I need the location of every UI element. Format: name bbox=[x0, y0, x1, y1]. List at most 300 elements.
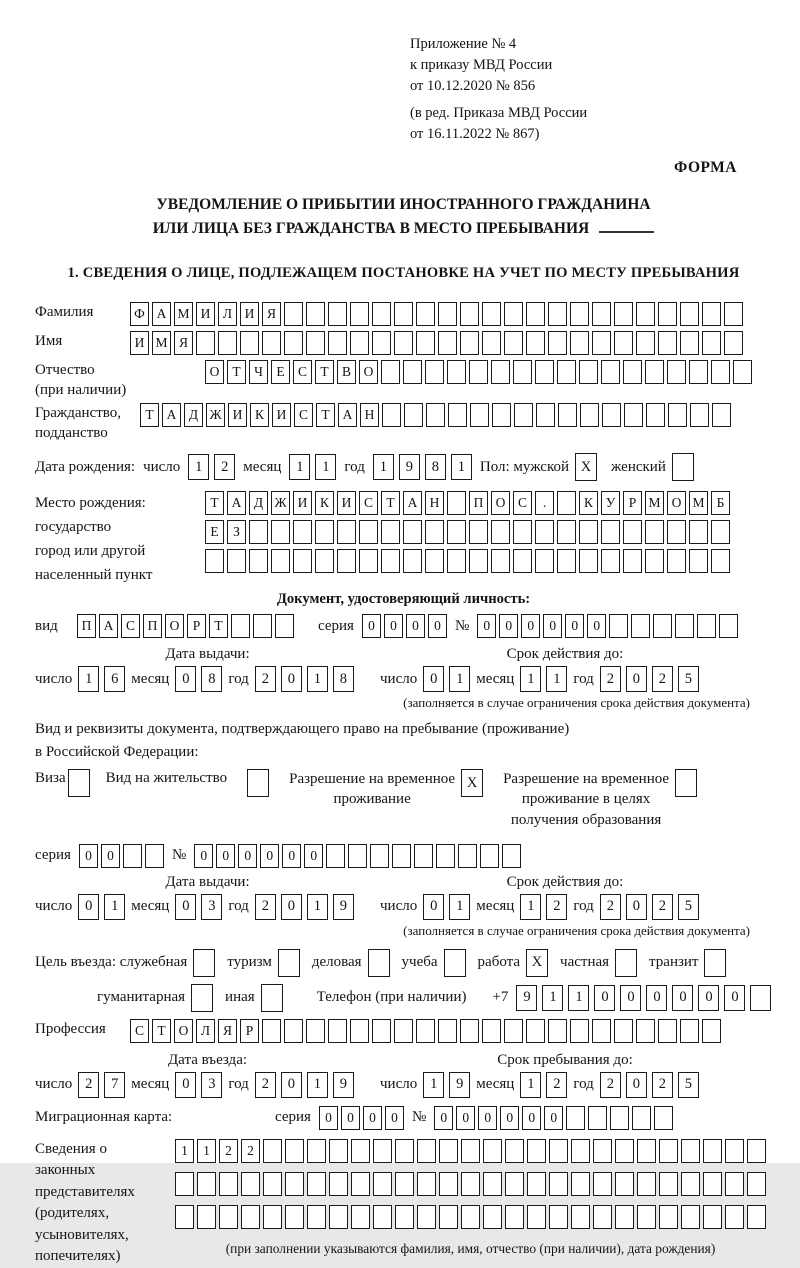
char-cell[interactable] bbox=[689, 549, 708, 573]
char-cell[interactable] bbox=[348, 844, 367, 868]
char-cell[interactable]: П bbox=[143, 614, 162, 638]
char-cell[interactable]: 0 bbox=[499, 614, 518, 638]
char-cell[interactable] bbox=[285, 1205, 304, 1229]
char-cell[interactable]: 0 bbox=[175, 1072, 196, 1098]
char-cell[interactable]: 1 bbox=[104, 894, 125, 920]
char-cell[interactable] bbox=[461, 1139, 480, 1163]
char-cell[interactable] bbox=[570, 302, 589, 326]
char-cell[interactable]: 0 bbox=[543, 614, 562, 638]
char-cell[interactable]: 3 bbox=[201, 894, 222, 920]
char-cell[interactable]: 5 bbox=[678, 1072, 699, 1098]
char-cell[interactable] bbox=[659, 1139, 678, 1163]
char-cell[interactable] bbox=[447, 491, 466, 515]
char-cell[interactable] bbox=[426, 403, 445, 427]
char-cell[interactable]: 0 bbox=[434, 1106, 453, 1130]
char-cell[interactable]: 2 bbox=[214, 454, 235, 480]
char-cell[interactable] bbox=[593, 1172, 612, 1196]
char-cell[interactable]: И bbox=[196, 302, 215, 326]
char-cell[interactable] bbox=[227, 549, 246, 573]
char-cell[interactable]: Д bbox=[184, 403, 203, 427]
char-cell[interactable] bbox=[284, 1019, 303, 1043]
char-cell[interactable]: З bbox=[227, 520, 246, 544]
char-cell[interactable]: 0 bbox=[478, 1106, 497, 1130]
char-cell[interactable] bbox=[306, 1019, 325, 1043]
char-cell[interactable] bbox=[658, 1019, 677, 1043]
char-cell[interactable]: 0 bbox=[620, 985, 641, 1011]
char-cell[interactable]: Т bbox=[205, 491, 224, 515]
char-cell[interactable] bbox=[645, 549, 664, 573]
char-cell[interactable]: Н bbox=[360, 403, 379, 427]
char-cell[interactable]: К bbox=[250, 403, 269, 427]
char-cell[interactable]: 1 bbox=[568, 985, 589, 1011]
char-cell[interactable] bbox=[593, 1205, 612, 1229]
char-cell[interactable] bbox=[482, 302, 501, 326]
char-cell[interactable]: 0 bbox=[522, 1106, 541, 1130]
char-cell[interactable]: 0 bbox=[626, 666, 647, 692]
char-cell[interactable] bbox=[615, 1172, 634, 1196]
char-cell[interactable] bbox=[725, 1205, 744, 1229]
char-cell[interactable]: С bbox=[294, 403, 313, 427]
char-cell[interactable] bbox=[307, 1139, 326, 1163]
char-cell[interactable]: 2 bbox=[546, 894, 567, 920]
char-cell[interactable] bbox=[359, 549, 378, 573]
char-cell[interactable] bbox=[372, 1019, 391, 1043]
char-cell[interactable] bbox=[351, 1205, 370, 1229]
char-cell[interactable] bbox=[505, 1205, 524, 1229]
char-cell[interactable] bbox=[645, 360, 664, 384]
char-cell[interactable] bbox=[350, 1019, 369, 1043]
char-cell[interactable]: 9 bbox=[449, 1072, 470, 1098]
char-cell[interactable]: 5 bbox=[678, 894, 699, 920]
sex-male-checkbox[interactable]: X bbox=[575, 453, 597, 481]
char-cell[interactable] bbox=[535, 360, 554, 384]
char-cell[interactable] bbox=[558, 403, 577, 427]
char-cell[interactable]: О bbox=[165, 614, 184, 638]
char-cell[interactable]: 1 bbox=[315, 454, 336, 480]
char-cell[interactable]: 0 bbox=[500, 1106, 519, 1130]
char-cell[interactable] bbox=[293, 549, 312, 573]
char-cell[interactable] bbox=[505, 1172, 524, 1196]
char-cell[interactable] bbox=[307, 1205, 326, 1229]
char-cell[interactable] bbox=[571, 1139, 590, 1163]
purpose-transit-checkbox[interactable] bbox=[704, 949, 726, 977]
char-cell[interactable]: А bbox=[162, 403, 181, 427]
char-cell[interactable] bbox=[350, 302, 369, 326]
char-cell[interactable] bbox=[535, 520, 554, 544]
char-cell[interactable]: Т bbox=[209, 614, 228, 638]
char-cell[interactable] bbox=[645, 520, 664, 544]
char-cell[interactable] bbox=[271, 549, 290, 573]
char-cell[interactable] bbox=[615, 1139, 634, 1163]
char-cell[interactable] bbox=[747, 1139, 766, 1163]
char-cell[interactable] bbox=[548, 302, 567, 326]
char-cell[interactable]: 0 bbox=[281, 894, 302, 920]
char-cell[interactable]: Ж bbox=[271, 491, 290, 515]
char-cell[interactable]: 0 bbox=[194, 844, 213, 868]
char-cell[interactable] bbox=[306, 331, 325, 355]
char-cell[interactable] bbox=[307, 1172, 326, 1196]
purpose-tourism-checkbox[interactable] bbox=[278, 949, 300, 977]
char-cell[interactable]: 9 bbox=[333, 894, 354, 920]
char-cell[interactable]: 1 bbox=[449, 666, 470, 692]
char-cell[interactable]: 1 bbox=[542, 985, 563, 1011]
char-cell[interactable]: К bbox=[579, 491, 598, 515]
char-cell[interactable] bbox=[438, 302, 457, 326]
char-cell[interactable] bbox=[658, 331, 677, 355]
char-cell[interactable] bbox=[580, 403, 599, 427]
char-cell[interactable] bbox=[680, 331, 699, 355]
char-cell[interactable]: Т bbox=[315, 360, 334, 384]
char-cell[interactable] bbox=[658, 302, 677, 326]
char-cell[interactable] bbox=[526, 1019, 545, 1043]
char-cell[interactable] bbox=[502, 844, 521, 868]
char-cell[interactable] bbox=[483, 1205, 502, 1229]
char-cell[interactable]: 0 bbox=[260, 844, 279, 868]
char-cell[interactable]: А bbox=[403, 491, 422, 515]
char-cell[interactable] bbox=[350, 331, 369, 355]
char-cell[interactable] bbox=[394, 1019, 413, 1043]
char-cell[interactable] bbox=[491, 549, 510, 573]
char-cell[interactable] bbox=[373, 1172, 392, 1196]
char-cell[interactable] bbox=[284, 331, 303, 355]
char-cell[interactable] bbox=[425, 520, 444, 544]
char-cell[interactable] bbox=[675, 614, 694, 638]
char-cell[interactable]: 0 bbox=[175, 666, 196, 692]
char-cell[interactable] bbox=[461, 1205, 480, 1229]
char-cell[interactable]: А bbox=[338, 403, 357, 427]
char-cell[interactable] bbox=[205, 549, 224, 573]
char-cell[interactable]: 0 bbox=[672, 985, 693, 1011]
char-cell[interactable]: 0 bbox=[626, 894, 647, 920]
char-cell[interactable] bbox=[527, 1172, 546, 1196]
char-cell[interactable] bbox=[482, 331, 501, 355]
char-cell[interactable]: 0 bbox=[385, 1106, 404, 1130]
char-cell[interactable] bbox=[329, 1172, 348, 1196]
char-cell[interactable] bbox=[689, 360, 708, 384]
char-cell[interactable] bbox=[614, 331, 633, 355]
char-cell[interactable] bbox=[381, 549, 400, 573]
char-cell[interactable]: 0 bbox=[304, 844, 323, 868]
char-cell[interactable]: Н bbox=[425, 491, 444, 515]
char-cell[interactable] bbox=[571, 1205, 590, 1229]
char-cell[interactable] bbox=[351, 1172, 370, 1196]
char-cell[interactable] bbox=[702, 302, 721, 326]
char-cell[interactable] bbox=[416, 331, 435, 355]
char-cell[interactable]: 1 bbox=[307, 894, 328, 920]
char-cell[interactable]: 0 bbox=[423, 666, 444, 692]
char-cell[interactable] bbox=[702, 1019, 721, 1043]
char-cell[interactable]: О bbox=[359, 360, 378, 384]
char-cell[interactable]: 0 bbox=[544, 1106, 563, 1130]
char-cell[interactable] bbox=[571, 1172, 590, 1196]
char-cell[interactable] bbox=[623, 360, 642, 384]
char-cell[interactable] bbox=[623, 549, 642, 573]
char-cell[interactable] bbox=[725, 1172, 744, 1196]
char-cell[interactable] bbox=[680, 302, 699, 326]
char-cell[interactable] bbox=[373, 1139, 392, 1163]
char-cell[interactable] bbox=[725, 1139, 744, 1163]
char-cell[interactable] bbox=[315, 520, 334, 544]
char-cell[interactable] bbox=[231, 614, 250, 638]
char-cell[interactable] bbox=[249, 520, 268, 544]
char-cell[interactable]: Ч bbox=[249, 360, 268, 384]
char-cell[interactable]: С bbox=[130, 1019, 149, 1043]
char-cell[interactable] bbox=[328, 331, 347, 355]
char-cell[interactable] bbox=[667, 549, 686, 573]
temp-permit-checkbox[interactable]: X bbox=[461, 769, 483, 797]
char-cell[interactable]: 0 bbox=[456, 1106, 475, 1130]
char-cell[interactable] bbox=[557, 549, 576, 573]
char-cell[interactable]: 0 bbox=[281, 666, 302, 692]
char-cell[interactable] bbox=[703, 1205, 722, 1229]
char-cell[interactable]: 1 bbox=[451, 454, 472, 480]
char-cell[interactable] bbox=[659, 1172, 678, 1196]
char-cell[interactable] bbox=[601, 520, 620, 544]
char-cell[interactable] bbox=[614, 1019, 633, 1043]
char-cell[interactable] bbox=[447, 360, 466, 384]
char-cell[interactable] bbox=[747, 1205, 766, 1229]
char-cell[interactable]: 2 bbox=[652, 1072, 673, 1098]
char-cell[interactable] bbox=[712, 403, 731, 427]
char-cell[interactable]: 0 bbox=[521, 614, 540, 638]
char-cell[interactable] bbox=[425, 549, 444, 573]
char-cell[interactable]: 2 bbox=[255, 1072, 276, 1098]
char-cell[interactable] bbox=[483, 1139, 502, 1163]
char-cell[interactable] bbox=[249, 549, 268, 573]
char-cell[interactable]: 0 bbox=[363, 1106, 382, 1130]
char-cell[interactable] bbox=[469, 549, 488, 573]
char-cell[interactable] bbox=[504, 331, 523, 355]
char-cell[interactable] bbox=[549, 1172, 568, 1196]
char-cell[interactable] bbox=[469, 520, 488, 544]
char-cell[interactable] bbox=[631, 614, 650, 638]
char-cell[interactable] bbox=[416, 302, 435, 326]
char-cell[interactable]: 8 bbox=[333, 666, 354, 692]
char-cell[interactable] bbox=[557, 360, 576, 384]
char-cell[interactable]: А bbox=[99, 614, 118, 638]
char-cell[interactable]: . bbox=[535, 491, 554, 515]
char-cell[interactable]: П bbox=[469, 491, 488, 515]
char-cell[interactable] bbox=[219, 1205, 238, 1229]
char-cell[interactable]: В bbox=[337, 360, 356, 384]
char-cell[interactable] bbox=[667, 520, 686, 544]
char-cell[interactable] bbox=[395, 1172, 414, 1196]
char-cell[interactable]: 0 bbox=[319, 1106, 338, 1130]
char-cell[interactable]: 1 bbox=[307, 1072, 328, 1098]
char-cell[interactable] bbox=[548, 331, 567, 355]
char-cell[interactable]: 2 bbox=[600, 1072, 621, 1098]
char-cell[interactable] bbox=[614, 302, 633, 326]
char-cell[interactable] bbox=[504, 1019, 523, 1043]
char-cell[interactable] bbox=[588, 1106, 607, 1130]
char-cell[interactable] bbox=[469, 360, 488, 384]
char-cell[interactable] bbox=[439, 1205, 458, 1229]
char-cell[interactable]: Д bbox=[249, 491, 268, 515]
char-cell[interactable]: А bbox=[227, 491, 246, 515]
char-cell[interactable]: Л bbox=[218, 302, 237, 326]
char-cell[interactable] bbox=[436, 844, 455, 868]
char-cell[interactable]: 9 bbox=[399, 454, 420, 480]
char-cell[interactable] bbox=[326, 844, 345, 868]
char-cell[interactable]: М bbox=[645, 491, 664, 515]
char-cell[interactable] bbox=[579, 360, 598, 384]
char-cell[interactable] bbox=[514, 403, 533, 427]
char-cell[interactable] bbox=[724, 331, 743, 355]
char-cell[interactable]: 1 bbox=[78, 666, 99, 692]
char-cell[interactable]: 1 bbox=[289, 454, 310, 480]
char-cell[interactable] bbox=[460, 302, 479, 326]
char-cell[interactable] bbox=[337, 520, 356, 544]
char-cell[interactable] bbox=[145, 844, 164, 868]
char-cell[interactable] bbox=[750, 985, 771, 1011]
char-cell[interactable] bbox=[491, 360, 510, 384]
char-cell[interactable]: 0 bbox=[175, 894, 196, 920]
char-cell[interactable]: 0 bbox=[594, 985, 615, 1011]
char-cell[interactable] bbox=[284, 302, 303, 326]
char-cell[interactable]: С bbox=[293, 360, 312, 384]
char-cell[interactable] bbox=[733, 360, 752, 384]
char-cell[interactable] bbox=[381, 360, 400, 384]
purpose-private-checkbox[interactable] bbox=[615, 949, 637, 977]
char-cell[interactable]: Р bbox=[623, 491, 642, 515]
char-cell[interactable]: С bbox=[121, 614, 140, 638]
char-cell[interactable]: М bbox=[152, 331, 171, 355]
char-cell[interactable] bbox=[702, 331, 721, 355]
char-cell[interactable] bbox=[285, 1172, 304, 1196]
char-cell[interactable] bbox=[689, 520, 708, 544]
char-cell[interactable]: О bbox=[205, 360, 224, 384]
char-cell[interactable] bbox=[483, 1172, 502, 1196]
char-cell[interactable] bbox=[724, 302, 743, 326]
char-cell[interactable] bbox=[395, 1205, 414, 1229]
char-cell[interactable]: Я bbox=[174, 331, 193, 355]
visa-checkbox[interactable] bbox=[68, 769, 90, 797]
char-cell[interactable]: 9 bbox=[516, 985, 537, 1011]
char-cell[interactable] bbox=[123, 844, 142, 868]
char-cell[interactable]: П bbox=[77, 614, 96, 638]
char-cell[interactable]: У bbox=[601, 491, 620, 515]
purpose-humanitarian-checkbox[interactable] bbox=[191, 984, 213, 1012]
char-cell[interactable] bbox=[592, 1019, 611, 1043]
char-cell[interactable] bbox=[570, 331, 589, 355]
char-cell[interactable]: Я bbox=[262, 302, 281, 326]
char-cell[interactable] bbox=[395, 1139, 414, 1163]
char-cell[interactable] bbox=[703, 1139, 722, 1163]
char-cell[interactable] bbox=[527, 1139, 546, 1163]
char-cell[interactable]: 1 bbox=[449, 894, 470, 920]
char-cell[interactable] bbox=[447, 549, 466, 573]
char-cell[interactable] bbox=[482, 1019, 501, 1043]
char-cell[interactable] bbox=[592, 331, 611, 355]
char-cell[interactable] bbox=[637, 1139, 656, 1163]
char-cell[interactable]: 2 bbox=[219, 1139, 238, 1163]
char-cell[interactable] bbox=[404, 403, 423, 427]
char-cell[interactable]: Т bbox=[381, 491, 400, 515]
char-cell[interactable]: М bbox=[689, 491, 708, 515]
purpose-business-checkbox[interactable] bbox=[368, 949, 390, 977]
char-cell[interactable] bbox=[549, 1205, 568, 1229]
char-cell[interactable]: 2 bbox=[546, 1072, 567, 1098]
char-cell[interactable] bbox=[263, 1139, 282, 1163]
char-cell[interactable] bbox=[414, 844, 433, 868]
char-cell[interactable]: И bbox=[272, 403, 291, 427]
char-cell[interactable] bbox=[646, 403, 665, 427]
char-cell[interactable]: Т bbox=[227, 360, 246, 384]
char-cell[interactable]: К bbox=[315, 491, 334, 515]
edu-permit-checkbox[interactable] bbox=[675, 769, 697, 797]
char-cell[interactable] bbox=[351, 1139, 370, 1163]
char-cell[interactable] bbox=[668, 403, 687, 427]
char-cell[interactable]: 0 bbox=[216, 844, 235, 868]
char-cell[interactable] bbox=[535, 549, 554, 573]
char-cell[interactable] bbox=[548, 1019, 567, 1043]
char-cell[interactable]: Ж bbox=[206, 403, 225, 427]
char-cell[interactable] bbox=[491, 520, 510, 544]
char-cell[interactable] bbox=[653, 614, 672, 638]
char-cell[interactable] bbox=[447, 520, 466, 544]
char-cell[interactable] bbox=[549, 1139, 568, 1163]
char-cell[interactable] bbox=[624, 403, 643, 427]
char-cell[interactable] bbox=[637, 1205, 656, 1229]
char-cell[interactable]: 2 bbox=[652, 666, 673, 692]
char-cell[interactable]: 0 bbox=[238, 844, 257, 868]
char-cell[interactable]: 0 bbox=[423, 894, 444, 920]
char-cell[interactable]: И bbox=[240, 302, 259, 326]
char-cell[interactable]: Т bbox=[316, 403, 335, 427]
char-cell[interactable]: 1 bbox=[175, 1139, 194, 1163]
char-cell[interactable] bbox=[219, 1172, 238, 1196]
char-cell[interactable]: 2 bbox=[241, 1139, 260, 1163]
char-cell[interactable]: 6 bbox=[104, 666, 125, 692]
char-cell[interactable] bbox=[513, 549, 532, 573]
char-cell[interactable]: 7 bbox=[104, 1072, 125, 1098]
char-cell[interactable] bbox=[372, 331, 391, 355]
char-cell[interactable] bbox=[425, 360, 444, 384]
char-cell[interactable] bbox=[681, 1172, 700, 1196]
char-cell[interactable]: С bbox=[359, 491, 378, 515]
char-cell[interactable] bbox=[460, 1019, 479, 1043]
char-cell[interactable]: 0 bbox=[428, 614, 447, 638]
char-cell[interactable]: 1 bbox=[373, 454, 394, 480]
char-cell[interactable]: Т bbox=[152, 1019, 171, 1043]
char-cell[interactable]: 5 bbox=[678, 666, 699, 692]
char-cell[interactable]: Е bbox=[205, 520, 224, 544]
char-cell[interactable] bbox=[557, 491, 576, 515]
char-cell[interactable] bbox=[416, 1019, 435, 1043]
char-cell[interactable] bbox=[359, 520, 378, 544]
char-cell[interactable] bbox=[175, 1172, 194, 1196]
char-cell[interactable] bbox=[381, 520, 400, 544]
char-cell[interactable] bbox=[492, 403, 511, 427]
char-cell[interactable] bbox=[403, 360, 422, 384]
char-cell[interactable]: 0 bbox=[341, 1106, 360, 1130]
char-cell[interactable] bbox=[439, 1139, 458, 1163]
char-cell[interactable] bbox=[601, 549, 620, 573]
char-cell[interactable] bbox=[241, 1172, 260, 1196]
purpose-work-checkbox[interactable]: X bbox=[526, 949, 548, 977]
char-cell[interactable] bbox=[636, 302, 655, 326]
char-cell[interactable]: 0 bbox=[406, 614, 425, 638]
char-cell[interactable] bbox=[667, 360, 686, 384]
char-cell[interactable] bbox=[439, 1172, 458, 1196]
char-cell[interactable]: 0 bbox=[724, 985, 745, 1011]
char-cell[interactable]: Р bbox=[187, 614, 206, 638]
char-cell[interactable] bbox=[315, 549, 334, 573]
char-cell[interactable] bbox=[505, 1139, 524, 1163]
char-cell[interactable] bbox=[417, 1172, 436, 1196]
char-cell[interactable] bbox=[461, 1172, 480, 1196]
char-cell[interactable] bbox=[417, 1139, 436, 1163]
